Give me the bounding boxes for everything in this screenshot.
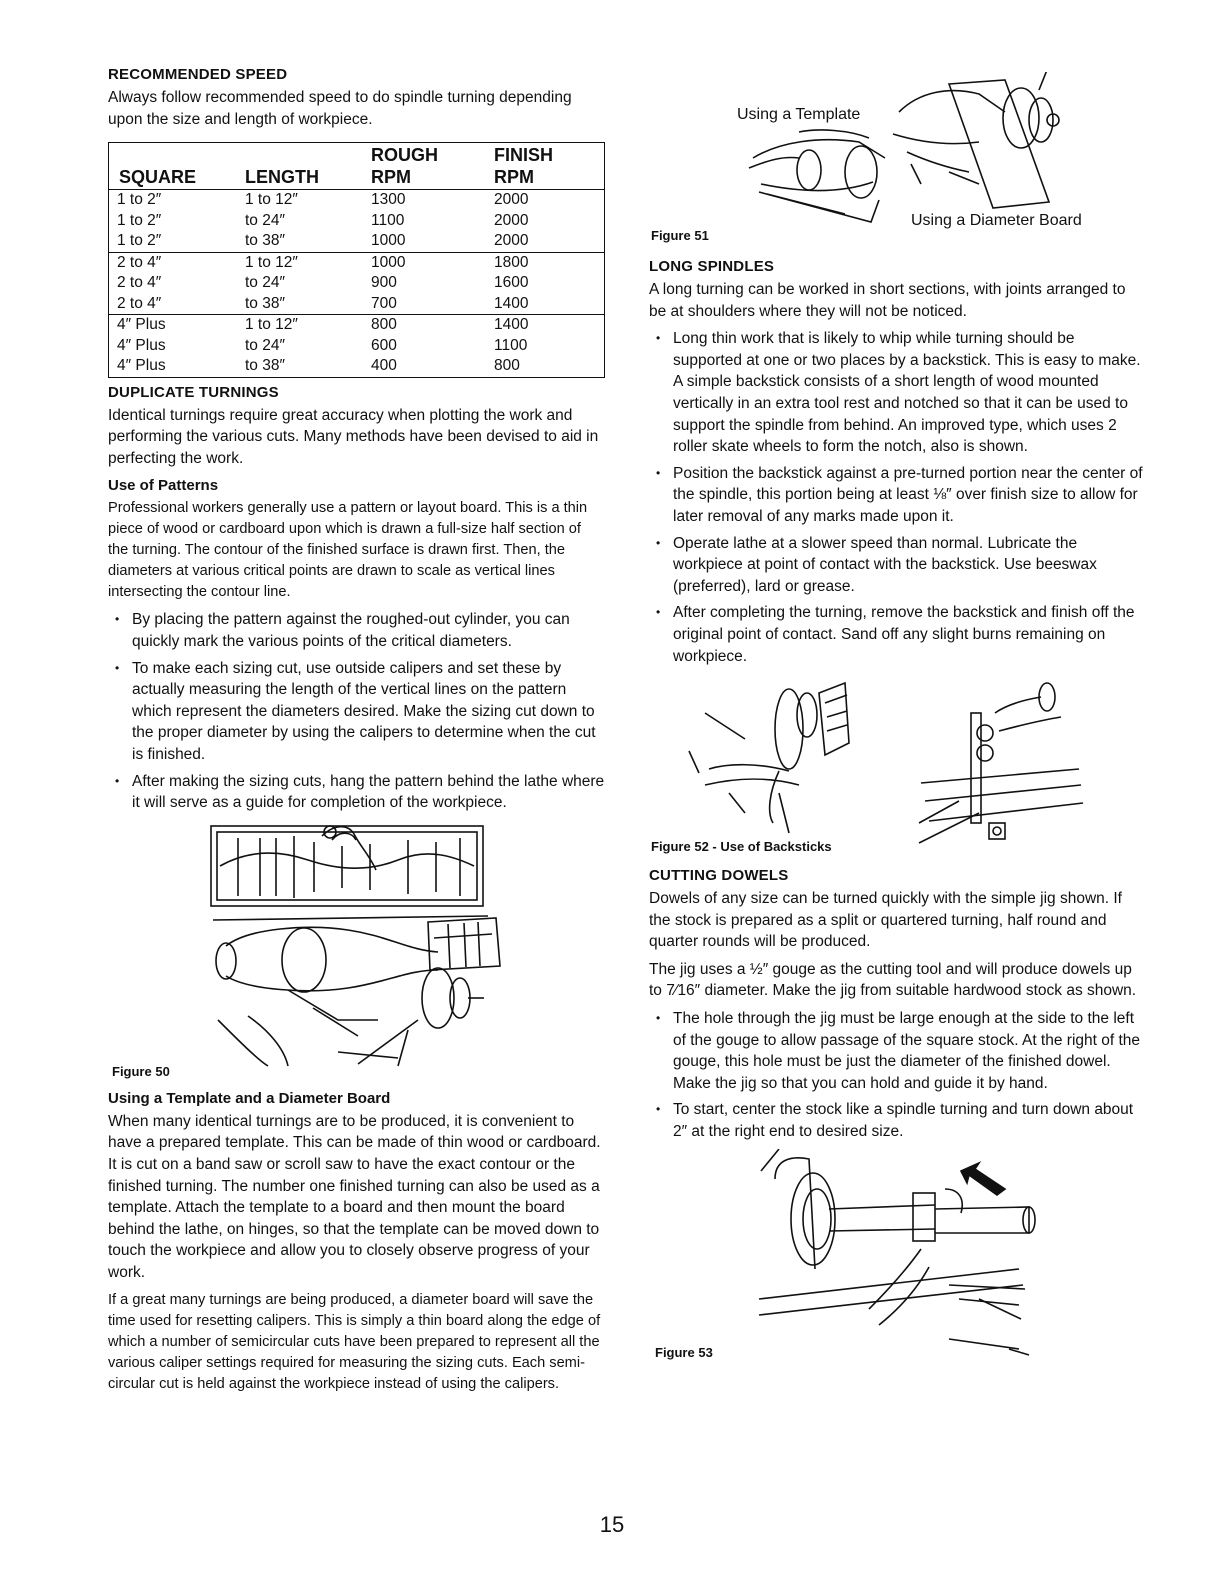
table-cell: 4″ Plus [109, 315, 246, 336]
figure-53-illustration [649, 1149, 1143, 1369]
table-row [109, 190, 605, 211]
table-cell: 400 [371, 357, 397, 375]
cutting-dowels-p1: Dowels of any size can be turned quickly with the simple jig shown. If the stock is prepared as a split or quartered turning, half round and quarter rounds will be produced. [649, 890, 1122, 951]
list-item: • After making the sizing cuts, hang the pattern behind the lathe where it will serve as a guide for completion of the workpiece. [108, 771, 605, 814]
table-cell: 1800 [494, 252, 605, 273]
table-cell: to 24″ [245, 211, 285, 229]
speed-table-header-bottom [109, 165, 605, 190]
table-cell: 1100 [494, 336, 528, 354]
table-cell: 1400 [494, 294, 529, 312]
table-row [109, 252, 605, 273]
table-cell: 1400 [494, 315, 605, 336]
table-row [109, 211, 605, 232]
list-item: • After completing the turning, remove the backstick and finish off the original point of contact. Sand off any slight burns remaining on workpiece. [649, 602, 1143, 667]
cutting-dowels-list [649, 1008, 1143, 1143]
list-item: • By placing the pattern against the roughed-out cylinder, you can quickly mark the various points of the critical diameters. [108, 609, 605, 652]
figure-52 [649, 673, 1143, 859]
list-item: • Operate lathe at a slower speed than normal. Lubricate the workpiece at point of contact with the backstick. Use beeswax (preferred), lard or grease. [649, 533, 1143, 598]
table-cell: to 24″ [245, 274, 285, 292]
list-item: • To make each sizing cut, use outside calipers and set these by actually measuring the length of the vertical lines on the pattern which represent the diameters desired. Make the sizing cut down to the proper diameter by using the calipers to determine when the cut is finished. [108, 658, 605, 766]
header-cell: SQUARE [109, 165, 246, 190]
figure-53 [649, 1149, 1143, 1369]
table-cell: 1000 [371, 252, 494, 273]
list-item: • Position the backstick against a pre-turned portion near the center of the spindle, this portion being at least ⅛″ over finish size to allow for later removal of any marks made upon it. [649, 463, 1143, 528]
table-cell: 1 to 2″ [117, 232, 162, 250]
long-spindles-list [649, 328, 1143, 667]
table-cell: 2000 [494, 191, 529, 209]
use-of-patterns-heading: Use of Patterns [108, 477, 219, 495]
table-row [109, 231, 605, 252]
use-of-patterns-list [108, 609, 605, 813]
figure-50-illustration [108, 820, 605, 1068]
figure-50-caption: Figure 50 [112, 1063, 170, 1079]
table-cell: 700 [371, 294, 397, 312]
header-cell: LENGTH [245, 165, 371, 190]
header-cell [245, 143, 371, 166]
header-cell: FINISH [494, 145, 554, 166]
table-cell: 1 to 2″ [117, 211, 162, 229]
header-cell: RPM [371, 165, 494, 190]
table-cell: 2 to 4″ [109, 252, 246, 273]
header-cell: ROUGH [371, 145, 438, 166]
table-cell: 2000 [494, 211, 529, 229]
table-cell: 1 to 12″ [245, 315, 371, 336]
table-cell: 4″ Plus [117, 336, 166, 354]
header-cell: RPM [494, 165, 605, 190]
table-cell: to 38″ [245, 232, 285, 250]
table-cell: 1 to 12″ [245, 191, 298, 209]
figure-52-illustration [649, 673, 1143, 859]
table-row [109, 356, 605, 377]
header-cell [109, 143, 246, 166]
recommended-speed-intro: Always follow recommended speed to do spindle turning depending upon the size and length of workpiece. [108, 89, 572, 128]
table-cell: 2000 [494, 232, 529, 250]
figure-51-label-template: Using a Template [737, 106, 861, 123]
cutting-dowels-p2: The jig uses a ½″ gouge as the cutting tool and will produce dowels up to 7⁄16″ diameter. Make the jig from suitable hardwood stock as shown. [649, 960, 1137, 1000]
right-column [649, 72, 1143, 1369]
recommended-speed-heading: RECOMMENDED SPEED [108, 66, 288, 83]
use-of-patterns-text: Professional workers generally use a pattern or layout board. This is a thin piece of wood or cardboard upon which is drawn a full-size half section of the turning. The contour of the finished surface is drawn first. Then, the diameters at various critical points are drawn to scale as vertical lines intersecting the contour line. [108, 500, 588, 601]
template-board-heading: Using a Template and a Diameter Board [108, 1089, 391, 1107]
list-item: • To start, center the stock like a spindle turning and turn down about 2″ at the right end to desired size. [649, 1099, 1143, 1142]
template-board-p2: If a great many turnings are being produced, a diameter board will save the time used for resetting calipers. This is simply a thin board along the edge of which a number of semicircular cuts have been prepared to represent all the various caliper settings required for measuring the sizing cuts. Each semi-circular cut is held against the workpiece instead of using the calipers. [108, 1291, 601, 1392]
table-cell: 900 [371, 274, 397, 292]
table-row [109, 273, 605, 294]
figure-52-caption: Figure 52 - Use of Backsticks [651, 839, 832, 855]
table-row [109, 294, 605, 315]
list-item: • Long thin work that is likely to whip while turning should be supported at one or two places by a backstick. This is easy to make. A simple backstick consists of a short length of wood mounted vertically in an extra tool rest and notched so that it can be used to support the spindle from behind. An improved type, which uses 2 roller skate wheels to form the notch, also is shown. [649, 328, 1143, 458]
duplicate-turnings-text: Identical turnings require great accuracy when plotting the work and performing the various cuts. Many methods have been devised to aid in perfecting the work. [108, 406, 599, 467]
list-item: • The hole through the jig must be large enough at the side to the left of the gouge to allow passage of the square stock. At the right of the gouge, this hole must be just the diameter of the finished dowel. Make the jig so that you can hold and guide it by hand. [649, 1008, 1143, 1094]
table-cell: 2 to 4″ [117, 274, 162, 292]
cutting-dowels-heading: CUTTING DOWELS [649, 867, 789, 885]
figure-50 [108, 820, 605, 1082]
left-column [108, 66, 605, 1401]
template-board-p1: When many identical turnings are to be produced, it is convenient to have a prepared template. This can be made of thin wood or cardboard. It is cut on a band saw or scroll saw to have the exact contour or the finished turning. The number one finished turning can also be used as a template. Attach the template to a board and then mount the board behind the lathe, on hinges, so that the template can be moved down to touch the workpiece and allow you to closely observe progress of your work. [108, 1112, 601, 1281]
long-spindles-heading: LONG SPINDLES [649, 258, 775, 275]
table-cell: 1 to 2″ [117, 191, 162, 209]
table-cell: 600 [371, 336, 397, 354]
table-cell: to 38″ [245, 294, 285, 312]
page-number: 15 [599, 1512, 625, 1537]
table-cell: to 24″ [245, 336, 285, 354]
figure-53-caption: Figure 53 [655, 1344, 713, 1360]
speed-table [108, 142, 605, 378]
table-cell: 800 [371, 315, 494, 336]
duplicate-turnings-heading: DUPLICATE TURNINGS [108, 383, 279, 401]
figure-51-label-diameter: Using a Diameter Board [911, 212, 1082, 229]
table-cell: 2 to 4″ [117, 294, 162, 312]
table-cell: 800 [494, 357, 520, 375]
long-spindles-text: A long turning can be worked in short sections, with joints arranged to be at shoulders where they will not be noticed. [649, 281, 1126, 320]
table-row [109, 315, 605, 336]
table-cell: 1100 [371, 211, 405, 229]
table-cell: 1 to 12″ [245, 252, 371, 273]
table-cell: 1000 [371, 232, 406, 250]
speed-table-header-top [109, 143, 605, 166]
table-cell: 4″ Plus [117, 357, 166, 375]
table-cell: 1600 [494, 274, 529, 292]
figure-51-caption: Figure 51 [651, 228, 709, 243]
table-cell: to 38″ [245, 357, 285, 375]
table-cell: 1300 [371, 191, 406, 209]
figure-51 [649, 72, 1143, 250]
table-row [109, 336, 605, 357]
